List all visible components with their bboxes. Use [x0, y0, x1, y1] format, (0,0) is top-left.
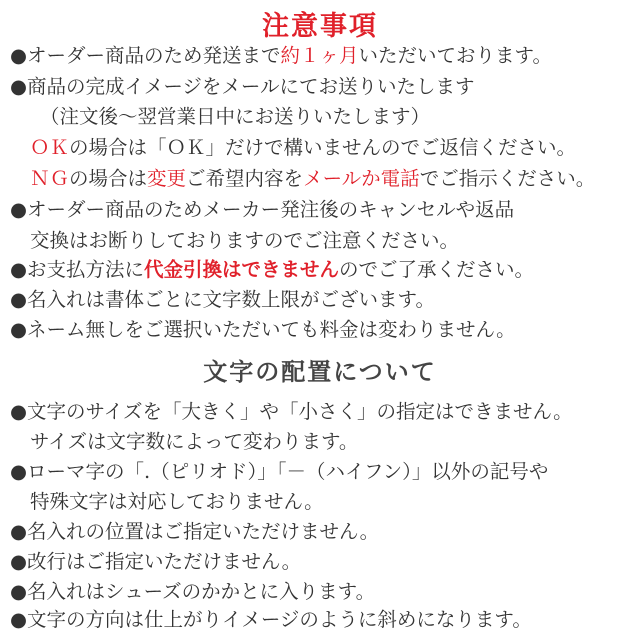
text-highlight: ＮＧ: [30, 167, 70, 190]
notice-item-char-limit: [10, 288, 435, 312]
text: でご指示ください。: [419, 167, 596, 190]
text: ●商品の完成イメージをメールにてお送りいたします: [10, 75, 475, 98]
text: ●名入れは書体ごとに文字数上限がございます。: [10, 288, 435, 311]
layout-item-size: ●文字のサイズを「大きく」や「小さく」の指定はできません。: [10, 400, 573, 423]
notice-item-payment: [10, 258, 534, 282]
layout-item-heel: ●名入れはシューズのかかとに入ります。: [10, 580, 376, 603]
layout-title: 文字の配置について: [203, 357, 437, 386]
notice-item-preview-timing: [40, 105, 430, 129]
text: の場合は「ＯＫ」だけで構いませんのでご返信ください。: [69, 136, 577, 159]
notice-title: 注意事項: [262, 11, 378, 42]
text: ご希望内容を: [186, 167, 304, 190]
text: （注文後～翌営業日中にお送りいたします）: [40, 105, 431, 128]
text: の場合は: [69, 167, 148, 190]
layout-item-symbols: ●ローマ字の「.（ピリオド）」「－（ハイフン）」以外の記号や: [10, 460, 549, 483]
layout-item-linebreak: ●改行はご指定いただけません。: [10, 550, 302, 573]
notice-item-ok: [30, 136, 576, 160]
text-highlight: メールか電話: [303, 167, 420, 190]
text-highlight: 約１ヶ月: [280, 44, 359, 67]
text: のでご了承ください。: [339, 258, 535, 281]
notice-item-preview: [10, 75, 475, 99]
text: ●ネーム無しをご選択いただいても料金は変わりません。: [10, 318, 516, 341]
text-highlight: 代金引換はできません: [144, 258, 340, 281]
text: ●オーダー商品のため発送まで: [10, 44, 281, 67]
layout-item-direction: ●文字の方向は仕上がりイメージのように斜めになります。: [10, 608, 532, 631]
text: ●お支払方法に: [10, 258, 145, 281]
notice-item-no-name: [10, 318, 516, 342]
text: 交換はお断りしておりますのでご注意ください。: [30, 229, 460, 252]
text-highlight: ＯＫ: [30, 136, 70, 159]
text: いただいております。: [358, 44, 552, 67]
notice-item-cancel: [10, 198, 514, 222]
notice-item-shipping: [10, 44, 552, 68]
notice-item-cancel-cont: [30, 229, 459, 253]
layout-item-position: ●名入れの位置はご指定いただけません。: [10, 520, 380, 543]
layout-item-size-cont: サイズは文字数によって変わります。: [30, 430, 359, 453]
text-highlight: 変更: [147, 167, 187, 190]
layout-item-symbols-cont: 特殊文字は対応しておりません。: [30, 490, 324, 513]
text: ●オーダー商品のためメーカー発注後のキャンセルや返品: [10, 198, 515, 221]
notice-item-ng: [30, 167, 595, 191]
